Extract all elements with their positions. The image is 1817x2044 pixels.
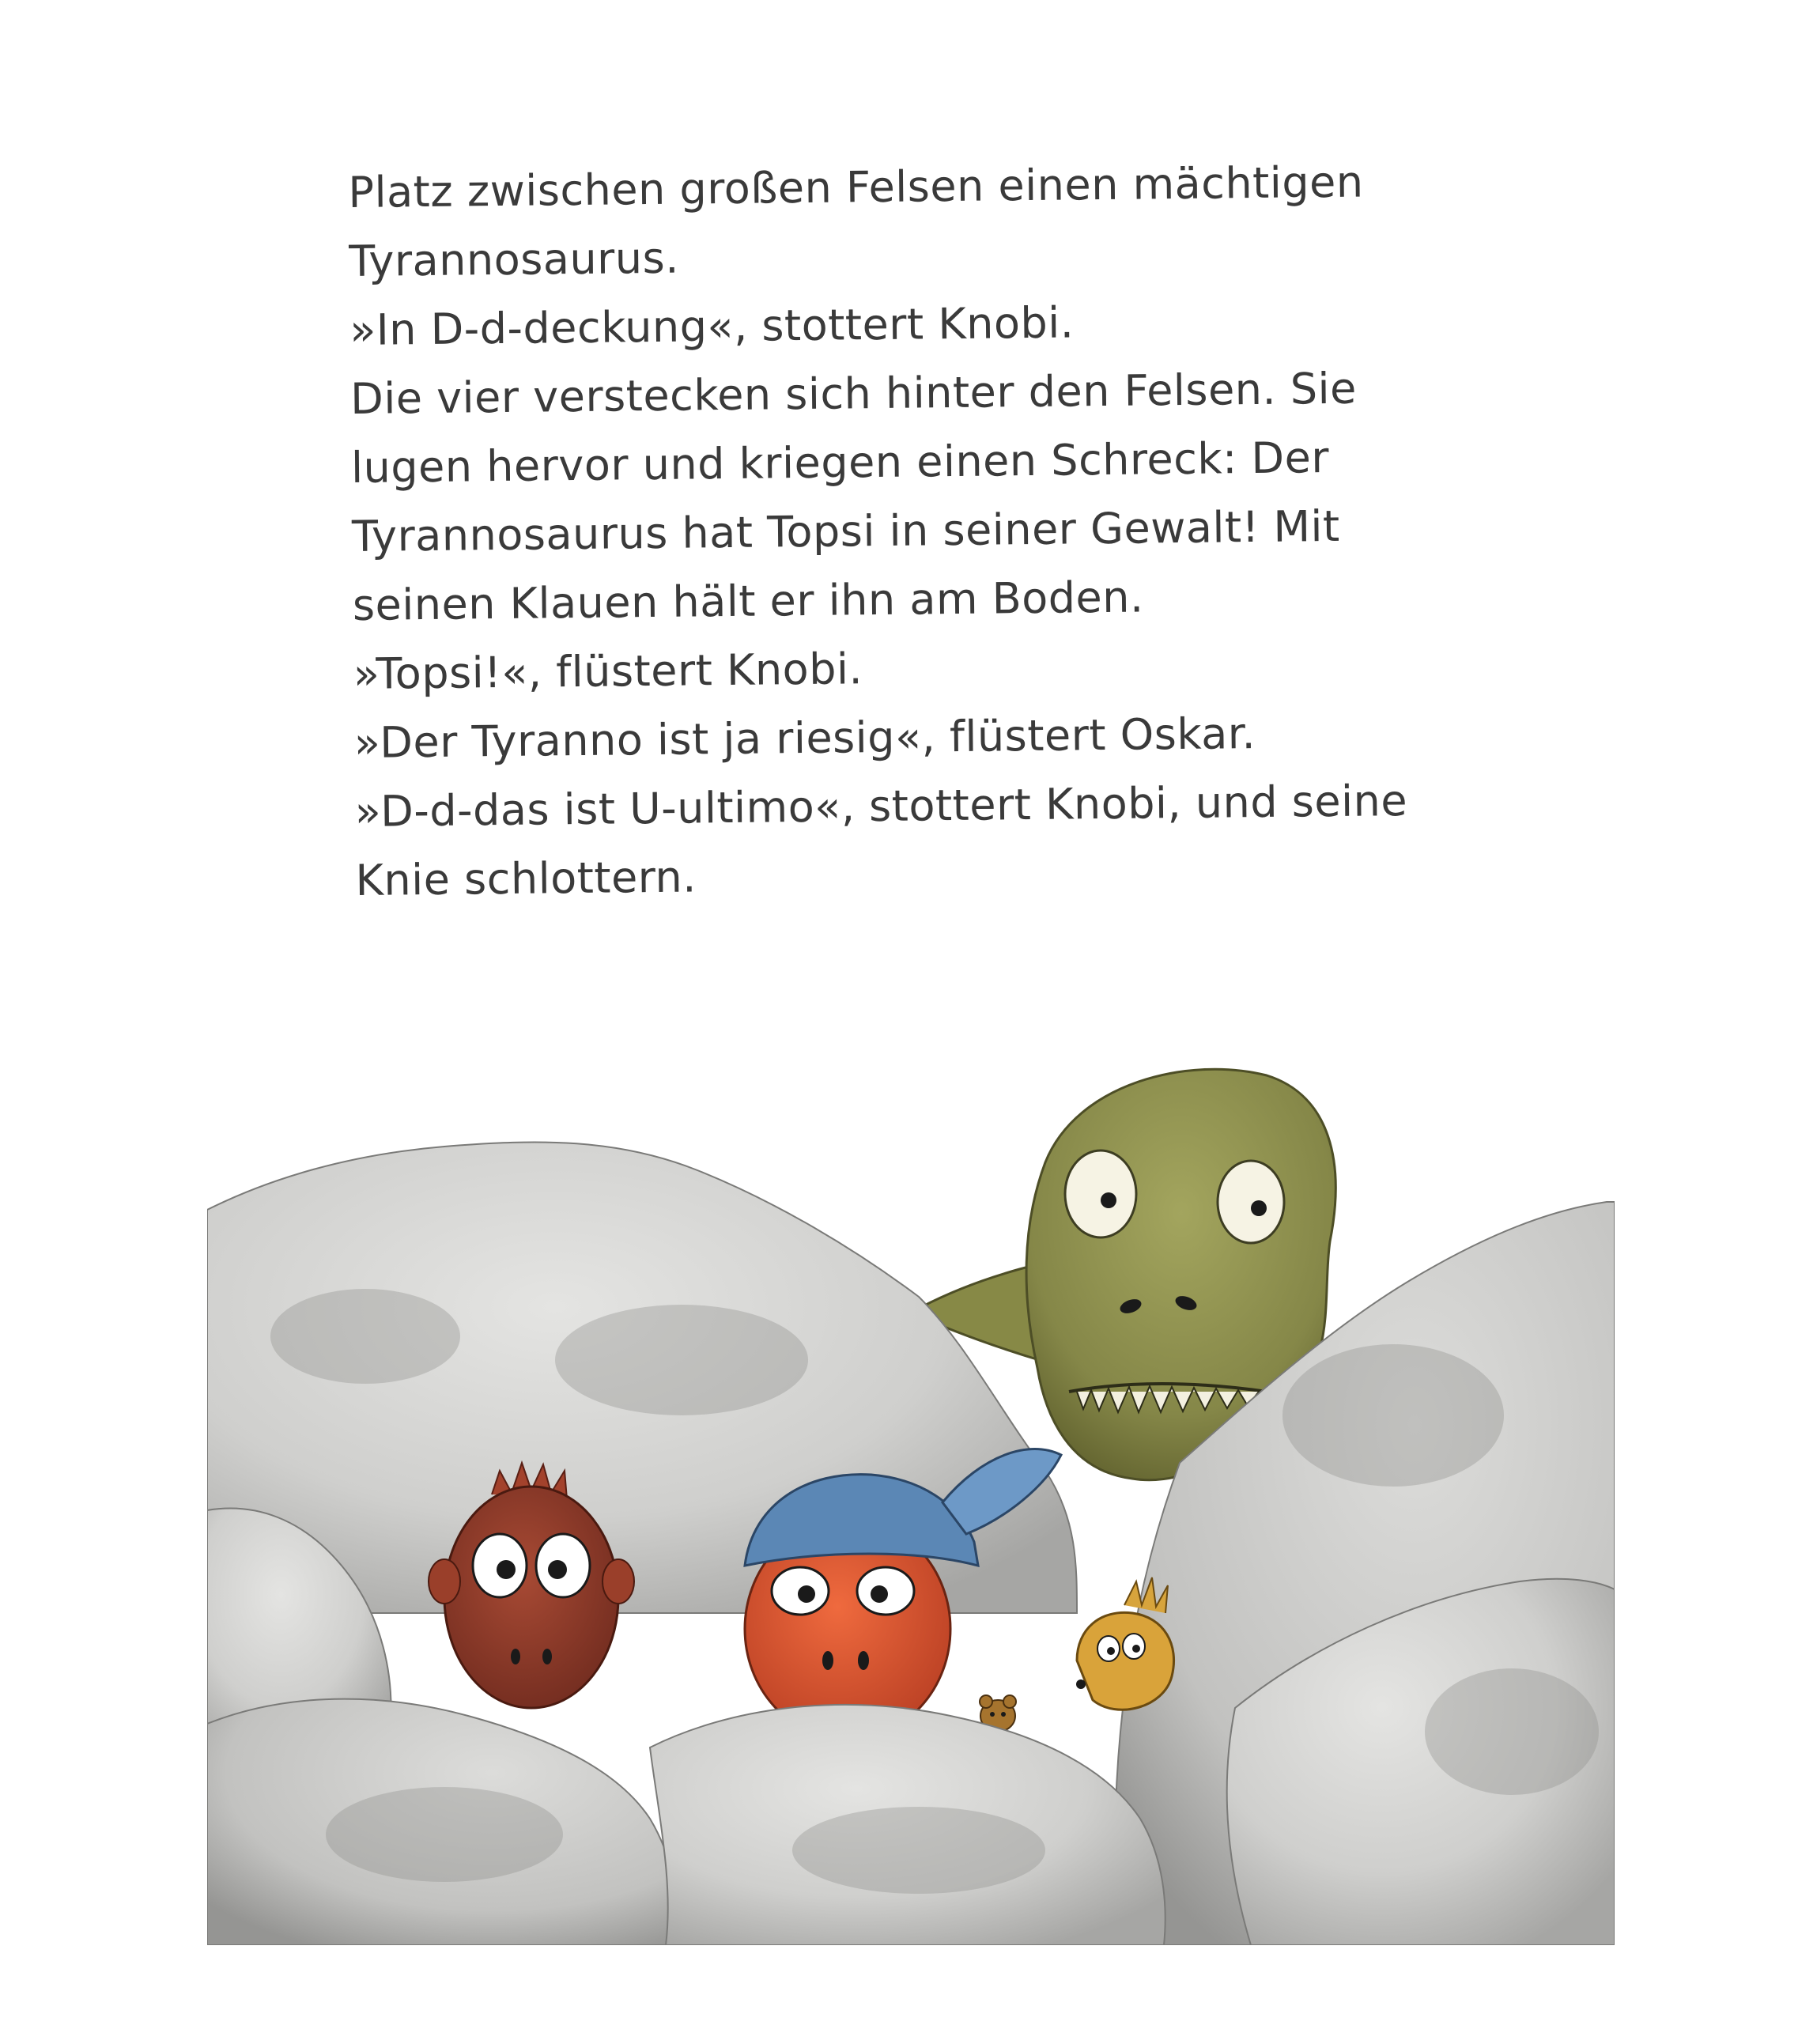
- text-line: »Der Tyranno ist ja riesig«, flüstert Oskar.: [353, 708, 1256, 768]
- text-line: Die vier verstecken sich hinter den Felsen. Sie: [349, 363, 1358, 424]
- story-text: [348, 147, 1431, 915]
- dinosaur-eye-right: [1218, 1161, 1284, 1243]
- rocks-dinosaur-kids-illustration: [207, 1060, 1615, 1945]
- text-line: Knie schlottern.: [355, 852, 697, 905]
- text-line: »In D-d-deckung«, stottert Knobi.: [349, 297, 1075, 355]
- text-line: Platz zwischen großen Felsen einen mächtigen: [348, 157, 1364, 217]
- text-line: Tyrannosaurus hat Topsi in seiner Gewalt! Mit: [351, 501, 1340, 561]
- text-line: »Topsi!«, flüstert Knobi.: [353, 644, 863, 699]
- text-line: Tyrannosaurus.: [349, 232, 680, 286]
- text-line: seinen Klauen hält er ihn am Boden.: [352, 572, 1144, 630]
- dinosaur-eye-left: [1065, 1150, 1136, 1237]
- text-line: lugen hervor und kriegen einen Schreck: Der: [350, 433, 1330, 493]
- text-line: »D-d-das ist U-ultimo«, stottert Knobi, und seine: [354, 776, 1408, 837]
- illustration-svg: [207, 1060, 1615, 1945]
